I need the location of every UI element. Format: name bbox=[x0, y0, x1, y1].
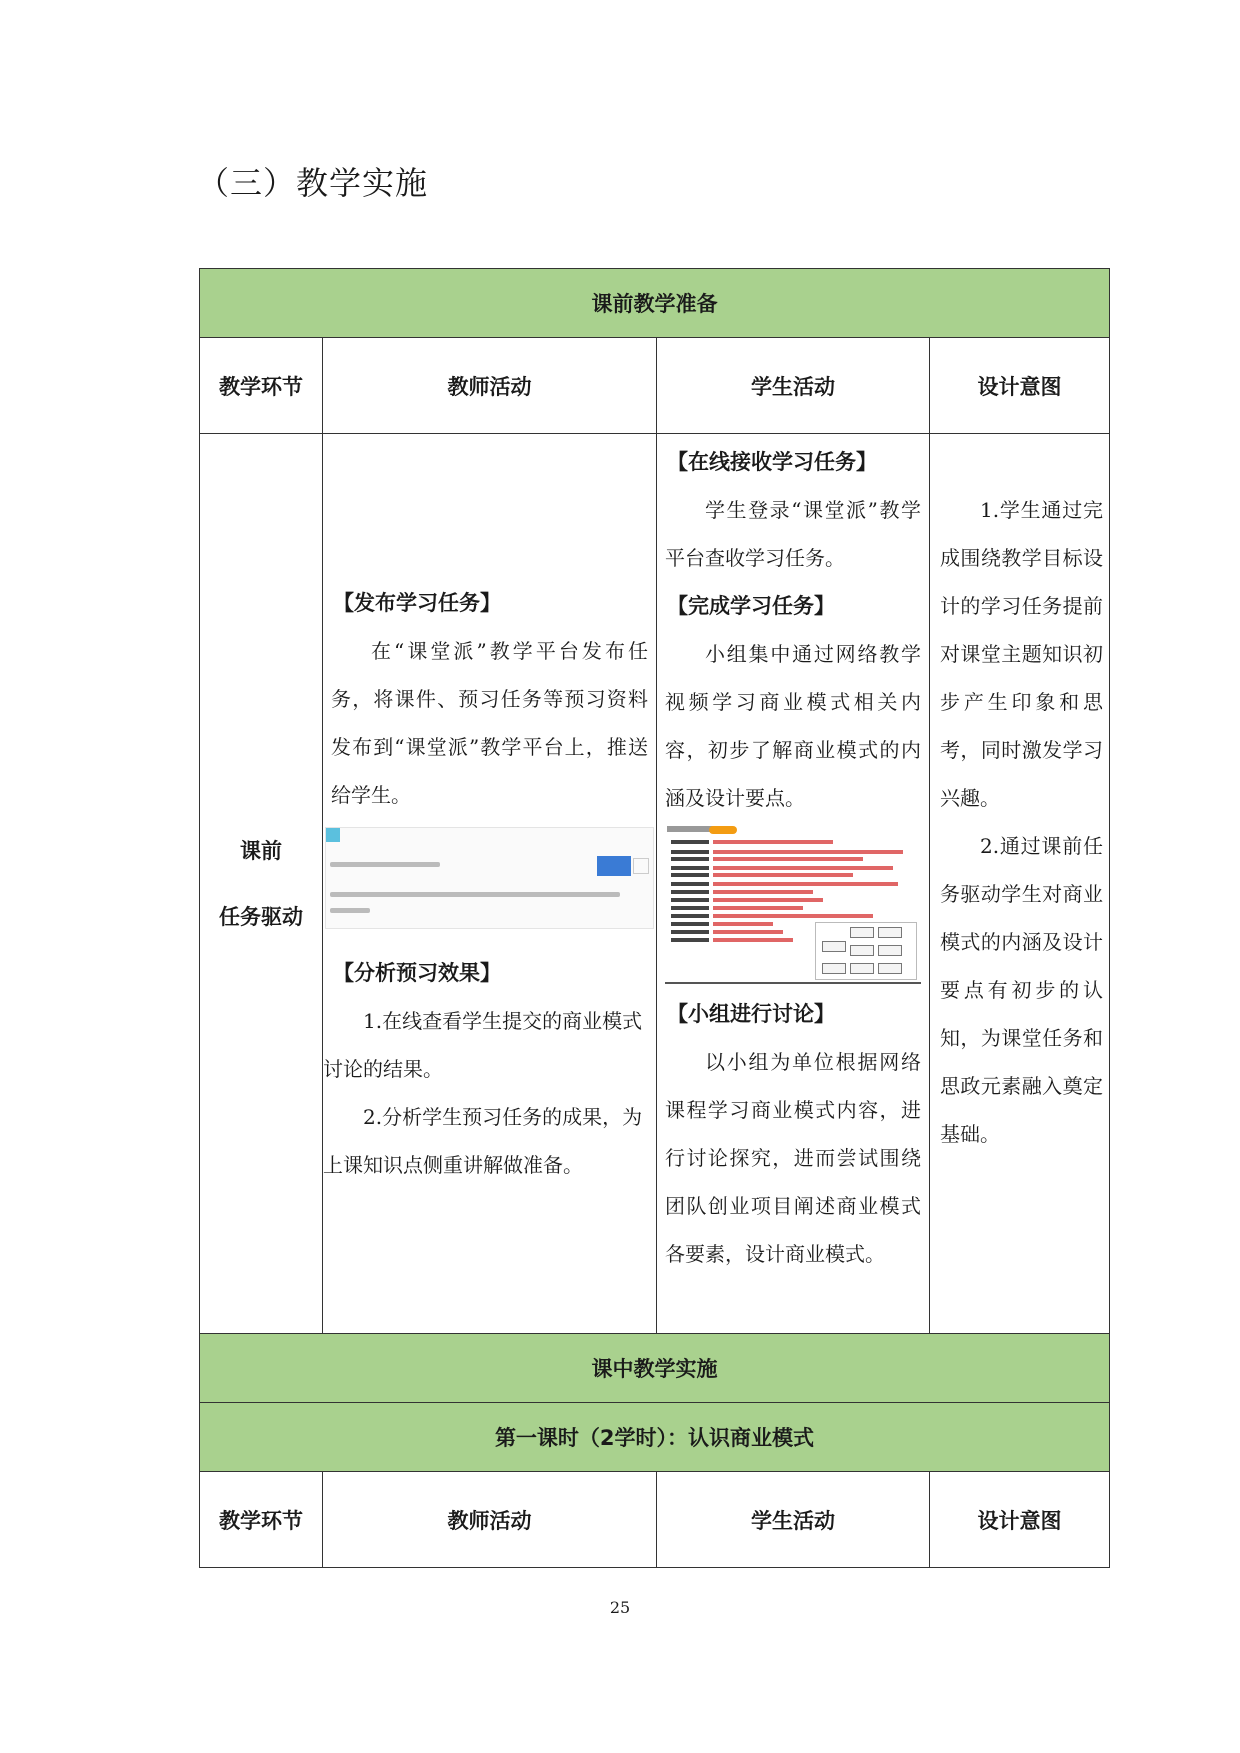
screenshot-line bbox=[330, 908, 370, 913]
section-title: （三）教学实施 bbox=[197, 164, 429, 202]
header-stage: 教学环节 bbox=[200, 338, 323, 434]
intent-p1: 1.学生通过完成围绕教学目标设计的学习任务提前对课堂主题知识初步产生印象和思考，同时激发学习兴趣。 bbox=[940, 498, 1103, 810]
student-block1-heading: 【在线接收学习任务】 bbox=[667, 450, 877, 474]
header-student: 学生活动 bbox=[657, 338, 930, 434]
teacher-block2-heading: 【分析预习效果】 bbox=[333, 961, 501, 985]
platform-task-screenshot bbox=[325, 827, 654, 929]
student-block3-heading: 【小组进行讨论】 bbox=[667, 1002, 835, 1026]
stage-line-1: 课前 bbox=[240, 838, 282, 863]
screenshot-highlight bbox=[709, 826, 737, 834]
header-intent: 设计意图 bbox=[930, 338, 1110, 434]
page-number: 25 bbox=[609, 1598, 631, 1617]
in-class-header-row bbox=[200, 1472, 1110, 1568]
student-activity-cell bbox=[657, 434, 930, 1334]
header-teacher: 教师活动 bbox=[323, 338, 657, 434]
header-teacher: 教师活动 bbox=[323, 1472, 657, 1568]
business-model-screenshot bbox=[665, 826, 921, 984]
in-class-title-row bbox=[200, 1334, 1110, 1403]
teaching-plan-table bbox=[199, 268, 1110, 1568]
teacher-block1-text: 在“课堂派”教学平台发布任务，将课件、预习任务等预习资料发布到“课堂派”教学平台上，推送给学生。 bbox=[331, 639, 648, 807]
teacher-activity-cell bbox=[323, 434, 657, 1334]
stage-cell bbox=[200, 434, 323, 1334]
in-class-title: 课中教学实施 bbox=[200, 1334, 1110, 1403]
teacher-block2-p2: 2.分析学生预习任务的成果，为上课知识点侧重讲解做准备。 bbox=[323, 1105, 643, 1177]
pre-class-header-row bbox=[200, 338, 1110, 434]
header-stage: 教学环节 bbox=[200, 1472, 323, 1568]
screenshot-button bbox=[597, 856, 631, 876]
student-block2-text: 小组集中通过网络教学视频学习商业模式相关内容，初步了解商业模式的内涵及设计要点。 bbox=[665, 642, 921, 810]
screenshot-line bbox=[330, 892, 620, 897]
screenshot-button-secondary bbox=[633, 858, 649, 874]
pre-class-title: 课前教学准备 bbox=[200, 269, 1110, 338]
lesson-title: 第一课时（2学时）：认识商业模式 bbox=[200, 1403, 1110, 1472]
intent-p2: 2.通过课前任务驱动学生对商业模式的内涵及设计要点有初步的认知，为课堂任务和思政元素融入奠定基础。 bbox=[940, 834, 1103, 1146]
pre-class-content-row bbox=[200, 434, 1110, 1334]
business-model-diagram bbox=[815, 922, 917, 980]
header-student: 学生活动 bbox=[657, 1472, 930, 1568]
student-block2-heading: 【完成学习任务】 bbox=[667, 594, 835, 618]
pre-class-title-row bbox=[200, 269, 1110, 338]
header-intent: 设计意图 bbox=[930, 1472, 1110, 1568]
stage-line-2: 任务驱动 bbox=[219, 904, 303, 929]
student-block3-text: 以小组为单位根据网络课程学习商业模式内容，进行讨论探究，进而尝试围绕团队创业项目阐述商业模式各要素，设计商业模式。 bbox=[665, 1050, 921, 1266]
screenshot-tag-icon bbox=[326, 828, 340, 842]
student-block1-text: 学生登录“课堂派”教学平台查收学习任务。 bbox=[665, 498, 921, 570]
teacher-block2-p1: 1.在线查看学生提交的商业模式讨论的结果。 bbox=[323, 1009, 643, 1081]
design-intent-cell bbox=[930, 434, 1110, 1334]
lesson-title-row bbox=[200, 1403, 1110, 1472]
teacher-block1-heading: 【发布学习任务】 bbox=[333, 591, 501, 615]
screenshot-line bbox=[330, 862, 440, 867]
